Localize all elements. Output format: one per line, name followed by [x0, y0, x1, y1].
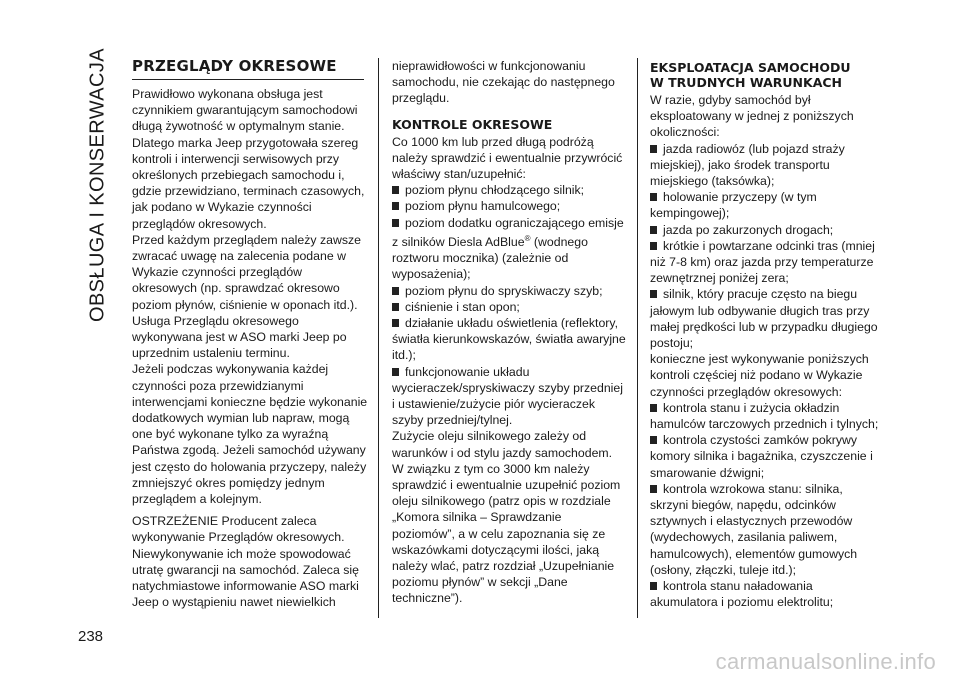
- list-item: kontrola stanu naładowania akumulatora i poziomu elektrolitu;: [650, 579, 834, 610]
- bullet-icon: [392, 319, 399, 327]
- list-item: działanie układu oświetlenia (reflektory, światła kierunkowskazów, światła awaryjne itd.);: [392, 315, 626, 363]
- list-item: poziom płynu do spryskiwaczy szyb;: [392, 283, 627, 299]
- bullet-icon: [650, 582, 657, 590]
- column-3: [650, 60, 882, 611]
- list-item: jazda po zakurzonych drogach;: [650, 222, 882, 238]
- list-item: ciśnienie i stan opon;: [392, 299, 627, 315]
- paragraph: Co 1000 km lub przed długą podróżą należy sprawdzić i ewentualnie przywrócić właściwy stan/uzupełnić:: [392, 134, 623, 182]
- section-side-title: [84, 40, 112, 330]
- bullet-icon: [392, 287, 399, 295]
- bullet-icon: [650, 290, 657, 298]
- bullet-icon: [650, 242, 657, 250]
- list-item: poziom płynu hamulcowego;: [392, 198, 627, 214]
- paragraph: konieczne jest wykonywanie poniższych kontroli częściej niż podano w Wykazie czynności przeglądów okresowych:: [650, 352, 869, 399]
- paragraph: Usługa Przeglądu okresowego wykonywana jest w ASO marki Jeep po uprzednim ustaleniu terminu.: [132, 313, 347, 361]
- list-item: kontrola czystości zamków pokrywy komory silnika i bagażnika, czyszczenie i smarowanie dźwigni;: [650, 433, 873, 480]
- paragraph: Prawidłowo wykonana obsługa jest czynnikiem gwarantującym samochodowi długą żywotność w optymalnym stanie. Dlatego marka Jeep przygotowała szereg kontroli i interwencji serwisowych przy określonych przebiegach samochodu i, gdzie przewidziano, terminach czasowych, jak podano w Wykazie czynności przeglądów okresowych.: [132, 87, 365, 231]
- bullet-icon: [392, 202, 399, 210]
- list-item: krótkie i powtarzane odcinki tras (mniej niż 7-8 km) oraz jazda przy temperaturze zewnętrznej poniżej zera;: [650, 238, 875, 286]
- paragraph: Zużycie oleju silnikowego zależy od warunków i od stylu jazdy samochodem. W związku z tym co 3000 km należy sprawdzić i ewentualnie uzupełnić poziom oleju silnikowego (patrz opis w rozdziale „Komora silnika – Sprawdzanie poziomów”, a w celu zapoznania się ze wskazówkami dotyczącymi ilości, jaką należy wlać, patrz rozdział „Uzupełnianie poziomu płynów” w sekcji „Dane techniczne”).: [392, 429, 621, 606]
- bullet-icon: [650, 485, 657, 493]
- warning-paragraph: OSTRZEŻENIE Producent zaleca wykonywanie Przeglądów okresowych. Niewykonywanie ich może spowodować utratę gwarancji na samochód. Zaleca się natychmiastowe informowanie ASO marki Jeep o wystąpieniu nawet niewielkich: [132, 514, 359, 610]
- bullet-icon: [650, 404, 657, 412]
- list-item: jazda radiowóz (lub pojazd straży miejskiej), jako środek transportu miejskiego (taksówka);: [650, 141, 845, 189]
- column-divider-2: [637, 58, 638, 618]
- heading-przeglady: PRZEGLĄDY OKRESOWE: [132, 57, 364, 80]
- column-divider-1: [378, 58, 379, 618]
- column-1: [132, 57, 368, 611]
- heading-kontrole: KONTROLE OKRESOWE: [392, 116, 553, 132]
- list-item: funkcjonowanie układu wycieraczek/spryskiwaczy szyby przedniej i ustawienie/zużycie piór wycieraczek szyby przedniej/tylnej.: [392, 364, 623, 428]
- bullet-icon: [392, 219, 399, 227]
- list-item: kontrola wzrokowa stanu: silnika, skrzyni biegów, napędu, odcinków sztywnych i elastycznych przewodów (wydechowych, zasilania paliwem, hamulcowych), elementów gumowych (osłony, złączki, tuleje itd.);: [650, 481, 858, 577]
- list-item: silnik, który pracuje często na biegu jałowym lub odbywanie długich tras przy małej prędkości lub w przypadku długiego postoju;: [650, 287, 878, 351]
- paragraph: W razie, gdyby samochód był eksploatowany w jednej z poniższych okoliczności:: [650, 93, 854, 140]
- list-item: kontrola stanu i zużycia okładzin hamulców tarczowych przednich i tylnych;: [650, 400, 879, 432]
- page-number: 238: [78, 628, 104, 645]
- bullet-icon: [650, 145, 657, 153]
- paragraph: Jeżeli podczas wykonywania każdej czynności poza przewidzianymi interwencjami konieczne będzie wykonanie dodatkowych wymian lub napraw, mogą one być wykonane tylko za wyraźną Państwa zgodą. Jeżeli samochód używany jest często do holowania przyczepy, należy zmniejszyć okres pomiędzy jednym przeglądem a kolejnym.: [132, 362, 368, 507]
- list-item: holowanie przyczepy (w tym kempingowej);: [650, 190, 817, 221]
- watermark: carmanualsonline.info: [715, 649, 936, 674]
- bullet-icon: [650, 436, 657, 444]
- list-item: poziom dodatku ograniczającego emisje z silników Diesla AdBlue® (wodnego roztworu mocznika) (zależnie od wyposażenia);: [392, 215, 624, 282]
- heading-eksploatacja: EKSPLOATACJA SAMOCHODU W TRUDNYCH WARUNKACH: [650, 60, 851, 90]
- paragraph-continued: nieprawidłowości w funkcjonowaniu samochodu, nie czekając do następnego przeglądu.: [392, 59, 615, 106]
- bullet-icon: [392, 186, 399, 194]
- bullet-icon: [392, 303, 399, 311]
- column-2: [392, 58, 627, 607]
- bullet-icon: [650, 226, 657, 234]
- section-side-title-text: OBSŁUGA I KONSERWACJA: [86, 47, 109, 323]
- bullet-icon: [392, 368, 399, 376]
- list-item: poziom płynu chłodzącego silnik;: [392, 182, 627, 198]
- paragraph: Przed każdym przeglądem należy zawsze zwracać uwagę na zalecenia podane w Wykazie czynności przeglądów okresowych (np. sprawdzać okresowo poziom płynów, ciśnienie w oponach itd.).: [132, 232, 361, 312]
- bullet-icon: [650, 193, 657, 201]
